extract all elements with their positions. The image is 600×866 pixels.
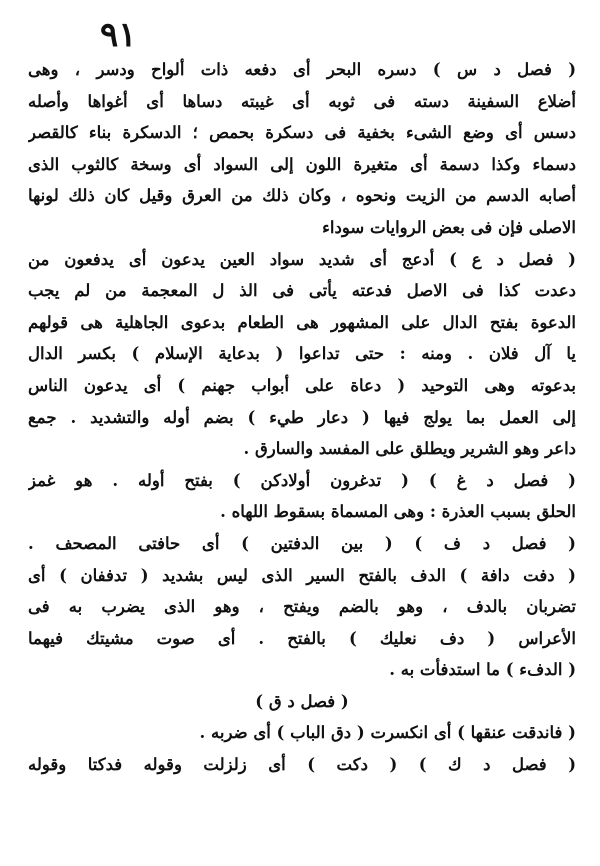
text-line: أضلاع السفينة دسته فى ثوبه أى غيبته دساها أى أغواها وأصله	[28, 91, 576, 111]
text-line: دسماء وكذا دسمة أى متغيرة اللون إلى السواد أى وسخة كالثوب الذى	[28, 154, 576, 174]
page-number: ٩١	[100, 15, 137, 55]
text-block	[28, 54, 576, 781]
text-line: ( فصل د س ) دسره البحر أى دفعه ذات ألواح ودسر ، وهى	[28, 60, 576, 79]
text-line: يا آل فلان . ومنه : حتى تداعوا ( بدعاية الإسلام ) بكسر الدال	[28, 344, 576, 364]
text-line: الأعراس ( دف نعليك ) بالفتح . أى صوت مشيتك فيهما	[28, 628, 576, 648]
text-line: أصابه الدسم من الزيت ونحوه ، وكان ذلك من العرق وقيل كان ذلك لونها	[28, 186, 576, 206]
text-line: الدعوة بفتح الدال على المشهور هى الطعام بدعوى الجاهلية هى قولهم	[28, 312, 576, 332]
text-line: ( فاندقت عنقها ) أى انكسرت ( دق الباب ) أى ضربه .	[199, 723, 576, 743]
text-line: ( فصل د ك ) ( دكت ) أى زلزلت وقوله فدكتا وقوله	[28, 755, 576, 775]
text-line: دعدت كذا فى الاصل فدعته يأتى فى الذ ل المعجمة من لم يجب	[28, 281, 576, 301]
text-line: ( الدفء ) ما استدفأت به .	[389, 660, 576, 680]
text-line: الحلق بسبب العذرة : وهى المسماة بسقوط اللهاه .	[220, 502, 576, 522]
text-line: ( فصل د ف ) ( بين الدفتين ) أى حافتى المصحف .	[28, 533, 576, 553]
text-line: دسس أى وضع الشىء بخفية فى دسكرة بحمص ؛ الدسكرة بناء كالقصر	[28, 123, 576, 143]
text-line: داعر وهو الشرير ويطلق على المفسد والسارق .	[243, 439, 576, 459]
text-line: بدعوته وهى التوحيد ( دعاة على أبواب جهنم ) أى يدعون الناس	[28, 375, 576, 395]
text-line: ( فصل د غ ) ( تدغرون أولادكن ) بفتح أوله . هو غمز	[28, 470, 576, 490]
text-line: ( فصل د ع ) أدعج أى شديد سواد العين يدعون أى يدفعون من	[28, 249, 576, 269]
text-line: الاصلى فإن فى بعض الروايات سوداء	[322, 217, 576, 237]
text-line: تضربان بالدف ، وهو بالضم ويفتح ، وهو الذى يضرب به فى	[28, 597, 576, 617]
text-line: إلى العمل بما يولج فيها ( دعار طيء ) بضم أوله والتشديد . جمع	[28, 407, 576, 427]
section-heading: ( فصل د ق )	[255, 691, 349, 711]
text-line: ( دفت دافة ) الدف بالفتح السير الذى ليس بشديد ( تدففان ) أى	[28, 565, 576, 585]
